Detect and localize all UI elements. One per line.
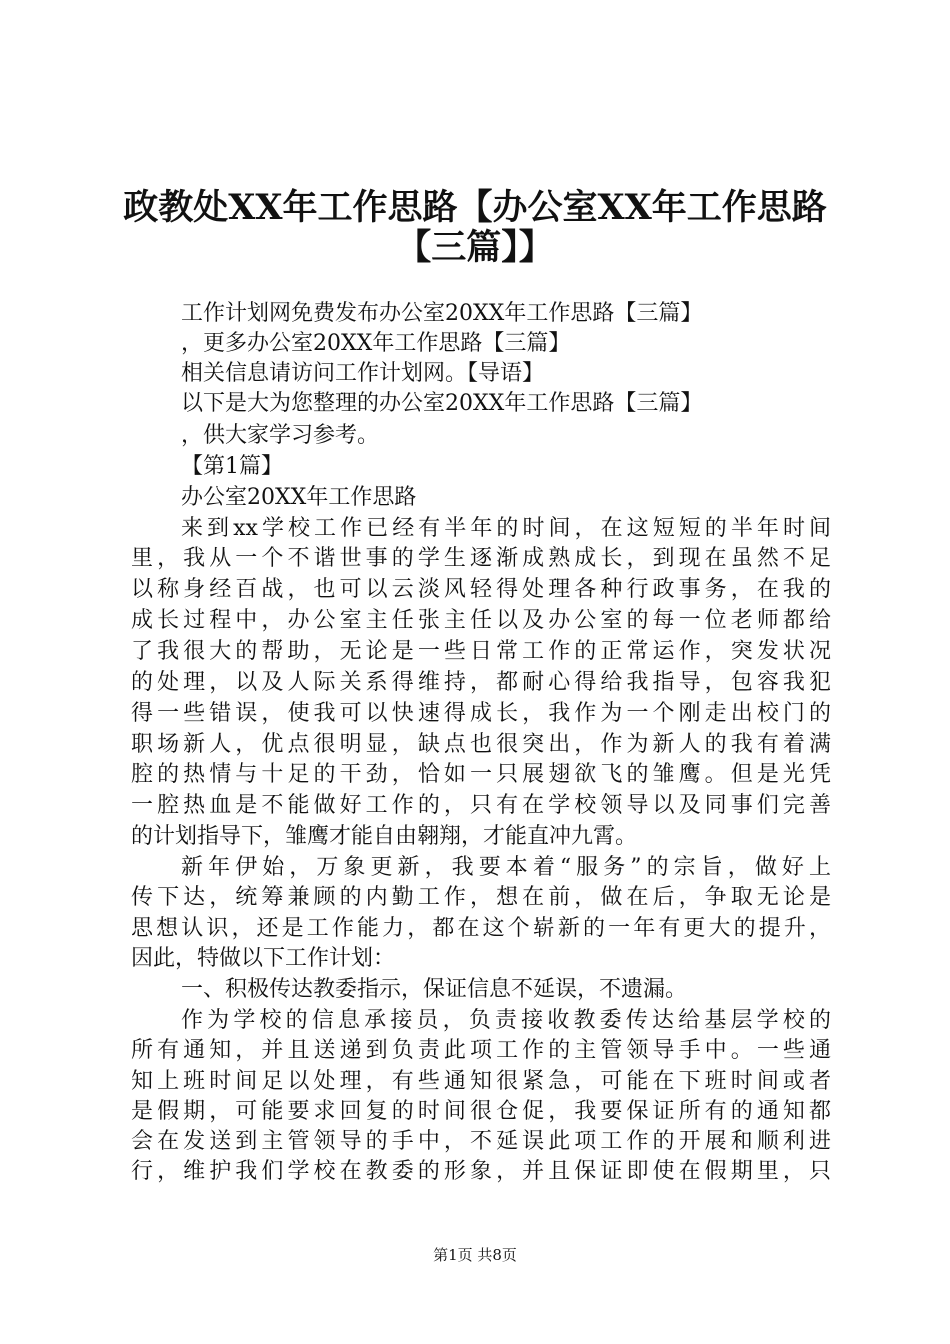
document-title-line-2: 【三篇】】: [396, 227, 554, 268]
paragraph-line: 来到xx学校工作已经有半年的时间，在这短短的半年时间: [181, 516, 831, 541]
paragraph-line: 思想认识，还是工作能力，都在这个崭新的一年有更大的提升，: [131, 916, 831, 941]
paragraph-line: 会在发送到主管领导的手中，不延误此项工作的开展和顺利进: [131, 1129, 831, 1154]
paragraph-line: 职场新人，优点很明显，缺点也很突出，作为新人的我有着满: [131, 732, 831, 757]
section-label: 【第1篇】: [181, 454, 283, 479]
paragraph-line: 里，我从一个不谐世事的学生逐渐成熟成长，到现在虽然不足: [131, 546, 831, 571]
paragraph-line: 的处理，以及人际关系得维持，都耐心得给我指导，包容我犯: [131, 670, 831, 695]
page-footer: 第1页 共8页: [433, 1246, 517, 1264]
section-heading: 一、积极传达教委指示，保证信息不延误，不遗漏。: [181, 977, 688, 1002]
document-title-line-1: 政教处XX年工作思路【办公室XX年工作思路: [123, 187, 827, 228]
paragraph-line: 了我很大的帮助，无论是一些日常工作的正常运作，突发状况: [131, 639, 831, 664]
intro-line: 相关信息请访问工作计划网。【导语】: [181, 361, 545, 386]
paragraph-line: 腔的热情与十足的干劲，恰如一只展翅欲飞的雏鹰。但是光凭: [131, 762, 831, 787]
paragraph-line: 以称身经百战，也可以云淡风轻得处理各种行政事务，在我的: [131, 577, 831, 602]
paragraph-line: 是假期，可能要求回复的时间很仓促，我要保证所有的通知都: [131, 1099, 831, 1124]
intro-line: 以下是大为您整理的办公室20XX年工作思路【三篇】: [181, 391, 703, 416]
paragraph-line: 知上班时间足以处理，有些通知很紧急，可能在下班时间或者: [131, 1069, 831, 1094]
paragraph-line: 新年伊始，万象更新，我要本着“服务”的宗旨，做好上: [181, 855, 831, 880]
paragraph-line: 作为学校的信息承接员，负责接收教委传达给基层学校的: [181, 1008, 831, 1033]
intro-line: ，供大家学习参考。: [181, 423, 380, 448]
paragraph-line: 传下达，统筹兼顾的内勤工作，想在前，做在后，争取无论是: [131, 885, 831, 910]
paragraph-line: 得一些错误，使我可以快速得成长，我作为一个刚走出校门的: [131, 701, 831, 726]
paragraph-line: 因此，特做以下工作计划：: [131, 946, 396, 971]
paragraph-line: 行，维护我们学校在教委的形象，并且保证即使在假期里，只: [131, 1159, 831, 1184]
intro-line: ，更多办公室20XX年工作思路【三篇】: [181, 331, 571, 356]
paragraph-line: 一腔热血是不能做好工作的，只有在学校领导以及同事们完善: [131, 793, 831, 818]
paragraph-line: 所有通知，并且送递到负责此项工作的主管领导手中。一些通: [131, 1038, 831, 1063]
section-subtitle: 办公室20XX年工作思路: [181, 485, 417, 510]
paragraph-line: 成长过程中，办公室主任张主任以及办公室的每一位老师都给: [131, 608, 831, 633]
intro-line: 工作计划网免费发布办公室20XX年工作思路【三篇】: [181, 301, 703, 326]
paragraph-line: 的计划指导下，雏鹰才能自由翱翔，才能直冲九霄。: [131, 824, 638, 849]
